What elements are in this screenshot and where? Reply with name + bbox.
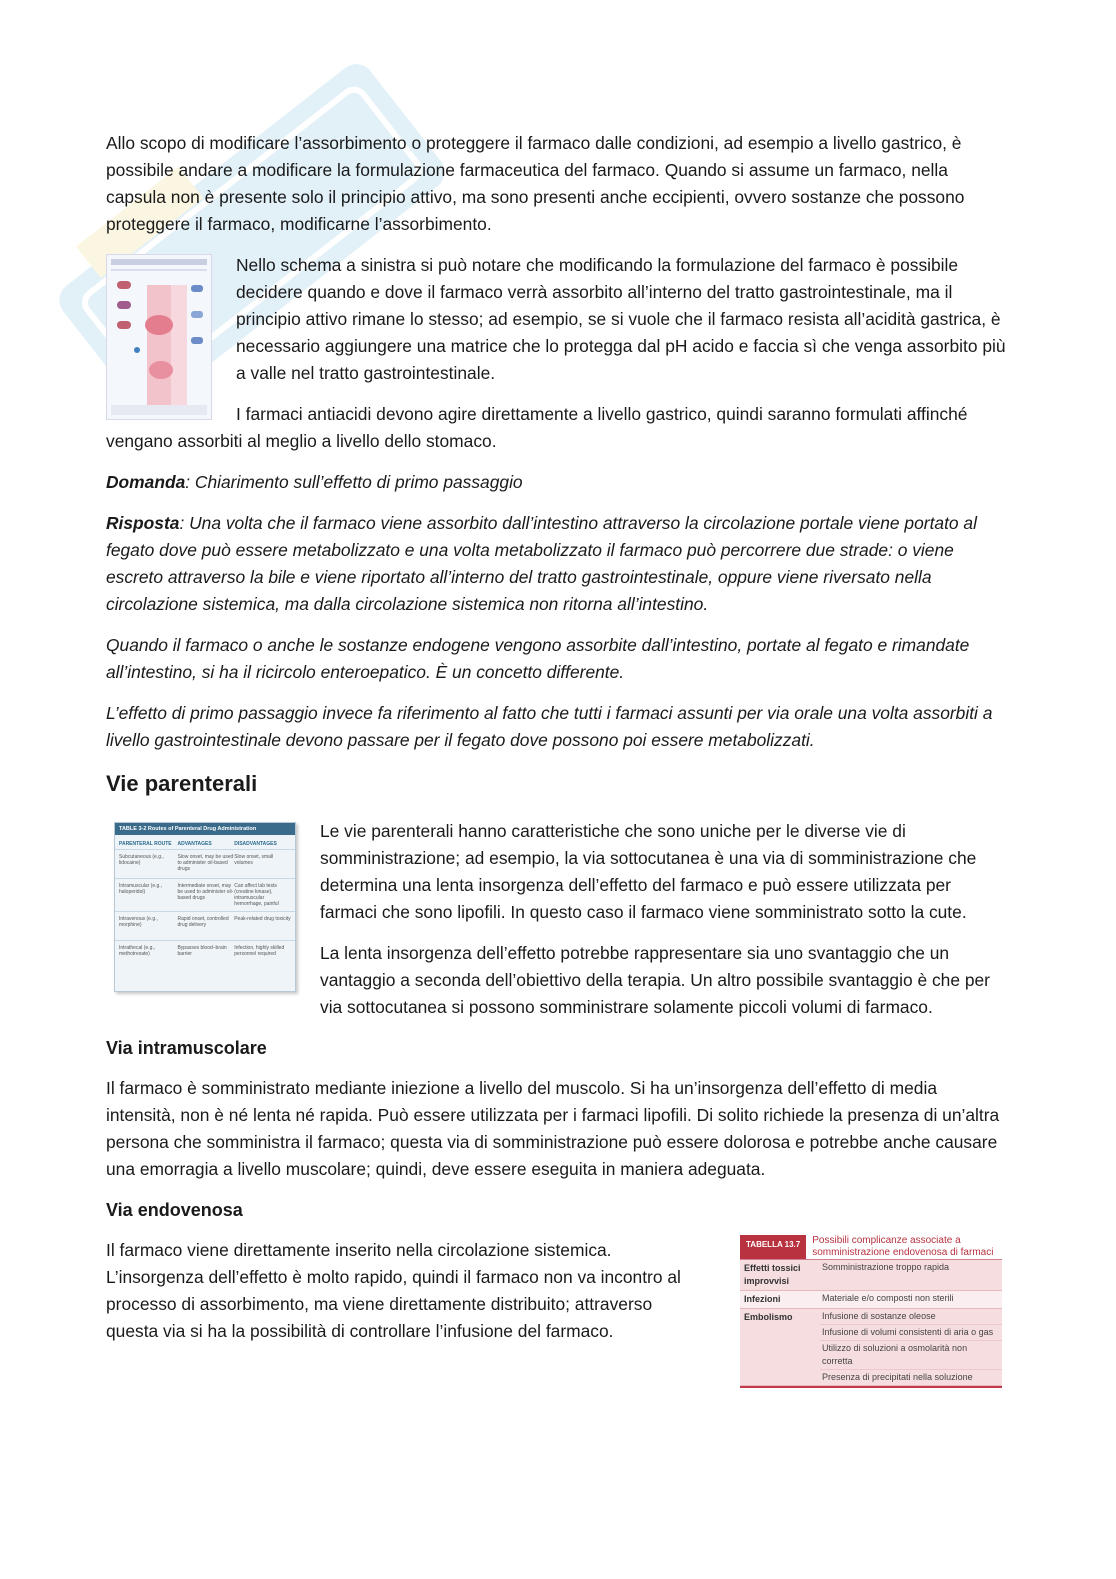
heading-vie-parenterali: Vie parenterali [106, 771, 258, 796]
table-cell: Intrathecal (e.g., methotrexate) [119, 945, 156, 957]
paragraph-vie-parenterali-2: La lenta insorgenza dell’effetto potrebbe rappresentare sia uno svantaggio che un vantaggio a seconda dell’obiettivo della terapia. Un altro possibile svantaggio è che per via sottocutanea si possono somministrare solamente piccoli volumi di farmaco. [320, 943, 990, 1017]
paragraph-schema: Nello schema a sinistra si può notare che modificando la formulazione del farmaco è possibile decidere quando e dove il farmaco verrà assorbito all’interno del tratto gastrointestinale, ma il principio attivo rimane lo stesso; ad esempio, se si vuole che il farmaco resista all’acidità gastrica, è necessario aggiungere una matrice che lo protegga dal pH acido e faccia sì che venga assorbito più a valle nel tratto gastrointestinale. [236, 255, 1006, 383]
table-row [115, 911, 295, 940]
table-cell: Peak-related drug toxicity [234, 916, 291, 922]
table-cell: Slow onset, small volumes [234, 854, 274, 866]
domanda-label: Domanda [106, 472, 186, 492]
table-row-values [820, 1260, 1002, 1290]
paragraph-primo-passaggio: L’effetto di primo passaggio invece fa riferimento al fatto che tutti i farmaci assunti per via orale una volta assorbiti a livello gastrointestinale devono passare per il fegato dove possono poi essere metabolizzati. [106, 703, 993, 750]
paragraph-formulazione: Allo scopo di modificare l’assorbimento o proteggere il farmaco dalle condizioni, ad esempio a livello gastrico, è possibile andare a modificare la formulazione farmaceutica del farmaco. Quando si assume un farmaco, nella capsula non è presente solo il principio attivo, ma sono presenti anche eccipienti, ovvero sostanze che possono proteggere il farmaco, modificarne l’assorbimento. [106, 133, 965, 234]
table-cell: Materiale e/o composti non sterili [822, 1293, 954, 1303]
table-3-2-col-dis: DISADVANTAGES [234, 841, 277, 847]
domanda-paragraph [106, 469, 1006, 496]
table-13-7-header [740, 1235, 1002, 1260]
table-cell: Presenza di precipitati nella soluzione [822, 1372, 973, 1382]
table-cell: Subcutaneous (e.g., lidocaine) [119, 854, 164, 866]
heading-via-intramuscolare: Via intramuscolare [106, 1038, 267, 1058]
formulation-schema-image [107, 255, 211, 419]
table-row [115, 940, 295, 969]
table-cell: Bypasses blood–brain barrier [177, 945, 227, 957]
table-cell: Can affect lab tests (creatine kinase), intramuscular hemorrhage, painful [234, 883, 279, 907]
paragraph-vie-parenterali-1: Le vie parenterali hanno caratteristiche che sono uniche per le diverse vie di somministrazione; ad esempio, la via sottocutanea è una via di somministrazione che determina una lenta insorgenza dell’effetto del farmaco e può essere utilizzata per farmaci che sono lipofili. In questo caso il farmaco viene somministrato sotto la cute. [320, 821, 977, 922]
antiacidi-text: I farmaci antiacidi devono agire direttamente a livello gastrico, quindi saranno formulati affinché vengano assorbiti al meglio a livello dello stomaco. [106, 404, 968, 451]
table-3-2-col-adv: ADVANTAGES [177, 841, 212, 847]
paragraph-intramuscolare: Il farmaco è somministrato mediante iniezione a livello del muscolo. Si ha un’insorgenza dell’effetto di media intensità, non è né lenta né rapida. Può essere utilizzata per i farmaci lipofili. Di solito richiede la presenza di un’altra persona che somministra il farmaco; questa via di somministrazione può essere dolorosa e potrebbe anche causare una emorragia a livello muscolare; quindi, deve essere eseguita in maniera adeguata. [106, 1078, 1000, 1179]
risposta-text: : Una volta che il farmaco viene assorbito dall’intestino attraverso la circolazione portale viene portato al fegato dove può essere metabolizzato e una volta metabolizzato il farmaco può percorrere due strade: o viene escreto attraverso la bile e viene riportato all’interno del tratto gastrointestinale, oppure viene riversato nella circolazione sistemica, ma dalla circolazione sistemica non ritorna all’intestino. [106, 513, 977, 614]
table-cell: Rapid onset, controlled drug delivery [177, 916, 229, 928]
figure-table-13-7 [740, 1235, 1002, 1388]
risposta-paragraph [106, 510, 1006, 618]
table-cell: Intermediate onset, may be used to administer oil-based drugs [177, 883, 234, 901]
table-cell: Infusione di volumi consistenti di aria o gas [820, 1325, 1002, 1341]
table-row [740, 1291, 1002, 1309]
table-row-key: Embolismo [744, 1312, 793, 1322]
table-3-2-col-route: PARENTERAL ROUTE [119, 841, 172, 847]
table-row [115, 849, 295, 878]
table-row-key: Effetti tossici improvvisi [744, 1263, 801, 1286]
table-13-7-tag: TABELLA 13.7 [740, 1235, 806, 1259]
table-cell: Utilizzo di soluzioni a osmolarità non corretta [820, 1341, 1002, 1370]
table-cell: Infusione di sostanze oleose [820, 1309, 1002, 1325]
heading-via-endovenosa: Via endovenosa [106, 1200, 243, 1220]
table-cell: Intravenous (e.g., morphine) [119, 916, 158, 928]
table-row-values [820, 1291, 1002, 1308]
paragraph-endovenosa: Il farmaco viene direttamente inserito nella circolazione sistemica. L’insorgenza dell’effetto è molto rapido, quindi il farmaco non va incontro al processo di assorbimento, ma viene direttamente distribuito; attraverso questa via si ha la possibilità di controllare l’infusione del farmaco. [106, 1240, 681, 1341]
paragraph-ricircolo: Quando il farmaco o anche le sostanze endogene vengono assorbite dall’intestino, portate al fegato e rimandate all’intestino, si ha il ricircolo enteroepatico. È un concetto differente. [106, 635, 970, 682]
table-row [740, 1260, 1002, 1291]
table-cell: Intramuscular (e.g., haloperidol) [119, 883, 163, 895]
table-13-7-title: Possibili complicanze associate a somministrazione endovenosa di farmaci [812, 1235, 994, 1258]
table-row-key: Infezioni [744, 1294, 781, 1304]
figure-drug-formulation-schema [106, 254, 212, 420]
table-cell: Somministrazione troppo rapida [822, 1262, 950, 1272]
risposta-label: Risposta [106, 513, 180, 533]
table-row-values [820, 1309, 1002, 1385]
domanda-text: : Chiarimento sull’effetto di primo passaggio [185, 472, 523, 492]
table-cell: Infection, highly skilled personnel required [234, 945, 285, 957]
figure-table-3-2 [114, 822, 296, 992]
table-3-2-header [115, 835, 295, 849]
table-cell: Slow onset, may be used to administer oil-based drugs [177, 854, 234, 872]
document-page [106, 130, 1006, 1394]
table-row [740, 1309, 1002, 1386]
table-3-2-title: TABLE 3-2 Routes of Parenteral Drug Administration [115, 823, 295, 835]
table-row [115, 878, 295, 911]
paragraph-antiacidi [106, 401, 1006, 455]
